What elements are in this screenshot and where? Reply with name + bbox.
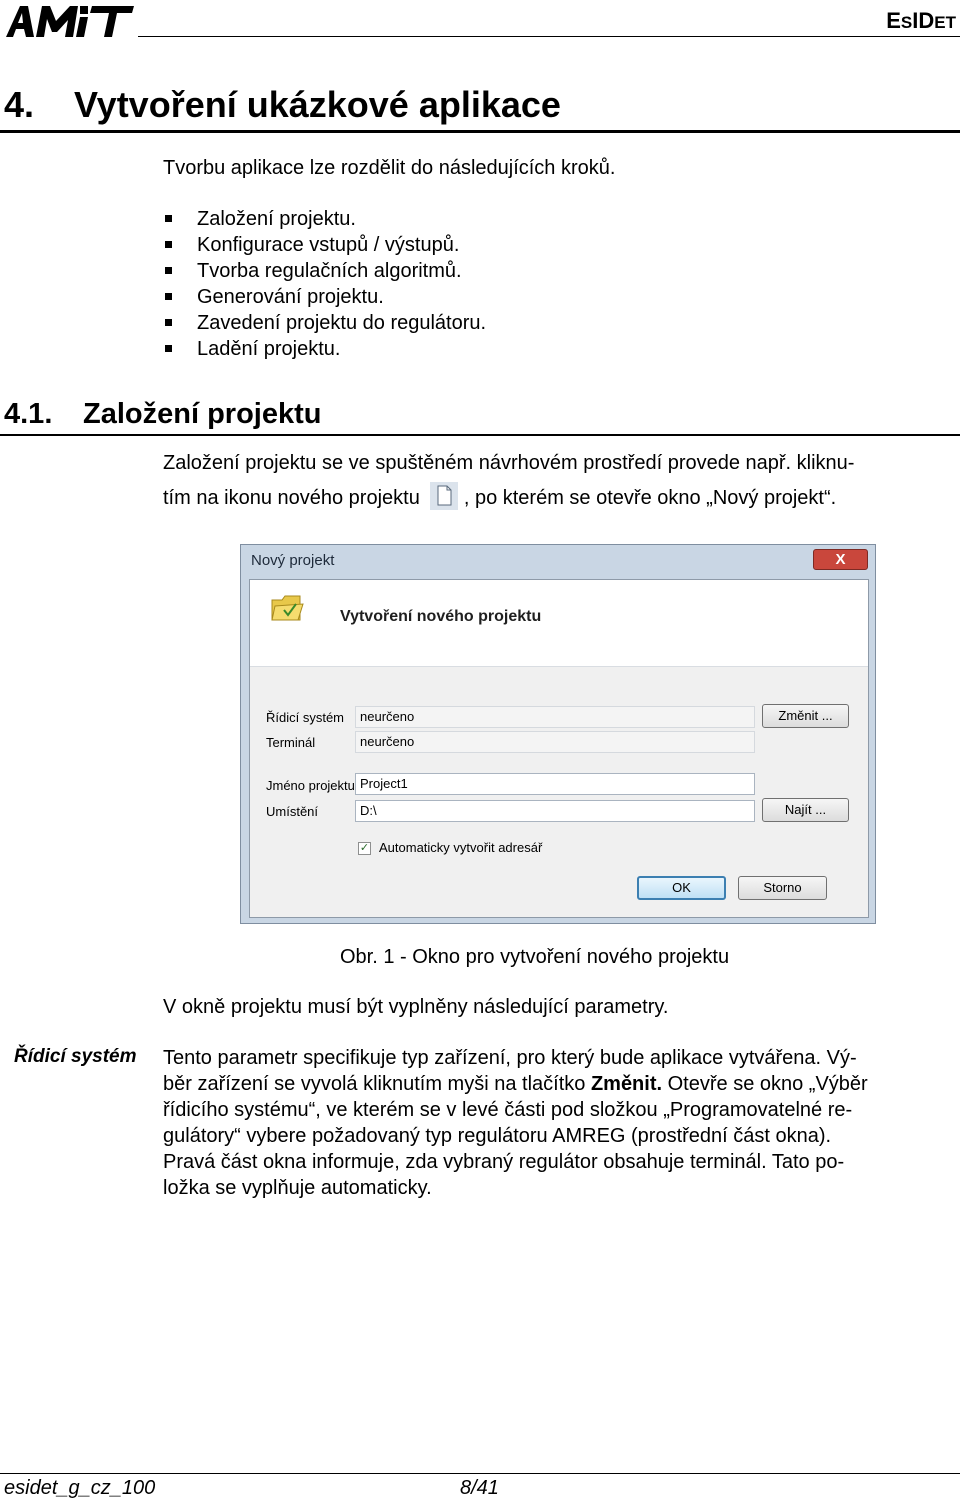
description-line: Pravá část okna informuje, zda vybraný regulátor obsahuje terminál. Tato po- <box>163 1151 845 1173</box>
control-system-field: neurčeno <box>355 706 755 728</box>
intro-text: Tvorbu aplikace lze rozdělit do následujících kroků. <box>163 157 616 179</box>
amit-logo <box>4 3 134 39</box>
term-label: Řídicí systém <box>14 1046 137 1067</box>
auto-create-dir-label: Automaticky vytvořit adresář <box>379 840 543 855</box>
find-button[interactable]: Najít ... <box>762 798 849 822</box>
description-line: Tento parametr specifikuje typ zařízení, pro který bude aplikace vytvářena. Vý- <box>163 1047 857 1069</box>
bullet-icon <box>165 319 172 326</box>
project-name-label: Jméno projektu <box>266 778 355 793</box>
header-rule <box>138 36 960 37</box>
dialog-header-area <box>250 580 868 667</box>
bullet-icon <box>165 215 172 222</box>
list-item: Založení projektu. <box>163 206 486 232</box>
footer-doc-id: esidet_g_cz_100 <box>4 1477 156 1499</box>
section-rule <box>0 434 960 436</box>
term-description <box>163 1045 958 1201</box>
description-line: řídicího systému“, ve kterém se v levé části pod složkou „Programovatelné re- <box>163 1099 853 1121</box>
bullet-icon <box>165 345 172 352</box>
section-number: 4.1. <box>4 398 53 430</box>
close-button[interactable]: X <box>813 549 868 570</box>
amit-logo-graphic <box>4 3 134 39</box>
chapter-rule <box>0 130 960 133</box>
dialog-body <box>249 579 869 918</box>
chapter-number: 4. <box>4 84 35 125</box>
location-input[interactable]: D:\ <box>355 800 755 822</box>
project-name-input[interactable]: Project1 <box>355 773 755 795</box>
change-keyword: Změnit. <box>590 1073 663 1095</box>
change-button[interactable]: Změnit ... <box>762 704 849 728</box>
description-line: běr zařízení se vyvolá kliknutím myši na tlačítko Změnit. Otevře se okno „Výběr <box>163 1073 868 1095</box>
chapter-title: Vytvoření ukázkové aplikace <box>74 84 561 125</box>
terminal-label: Terminál <box>266 735 316 750</box>
steps-list <box>163 206 486 362</box>
auto-create-dir-checkbox[interactable]: ✓ <box>359 842 370 854</box>
list-item: Konfigurace vstupů / výstupů. <box>163 232 486 258</box>
paragraph-line: Založení projektu se ve spuštěném návrhovém prostředí provede např. kliknu- <box>163 452 855 474</box>
figure-caption: Obr. 1 - Okno pro vytvoření nového projektu <box>340 946 730 968</box>
new-project-dialog <box>240 544 876 924</box>
list-item: Ladění projektu. <box>163 336 486 362</box>
product-name: ESIDET <box>886 8 956 33</box>
terminal-field: neurčeno <box>355 731 755 753</box>
chapter-heading <box>4 84 561 126</box>
section-heading <box>4 398 321 431</box>
description-line: ložka se vyplňuje automaticky. <box>163 1177 432 1199</box>
dialog-heading: Vytvoření nového projektu <box>340 608 542 625</box>
ok-button[interactable]: OK <box>637 876 726 900</box>
parameters-intro: V okně projektu musí být vyplněny následující parametry. <box>163 996 669 1018</box>
control-system-label: Řídicí systém <box>266 710 345 725</box>
footer-rule <box>0 1473 960 1474</box>
list-item: Zavedení projektu do regulátoru. <box>163 310 486 336</box>
dialog-title: Nový projekt <box>251 552 335 569</box>
list-item: Tvorba regulačních algoritmů. <box>163 258 486 284</box>
section-paragraph <box>163 450 958 514</box>
description-line: gulátory“ vybere požadovaný typ regulátoru AMREG (prostřední část okna). <box>163 1125 832 1147</box>
footer-page-number: 8/41 <box>460 1477 499 1499</box>
new-project-icon <box>430 482 458 510</box>
cancel-button[interactable]: Storno <box>738 876 827 900</box>
location-label: Umístění <box>266 804 319 819</box>
bullet-icon <box>165 267 172 274</box>
folder-icon <box>270 592 304 624</box>
section-title: Založení projektu <box>83 398 322 430</box>
list-item: Generování projektu. <box>163 284 486 310</box>
bullet-icon <box>165 293 172 300</box>
bullet-icon <box>165 241 172 248</box>
paragraph-line: tím na ikonu nového projektu , po kterém se otevře okno „Nový projekt“. <box>163 482 958 514</box>
